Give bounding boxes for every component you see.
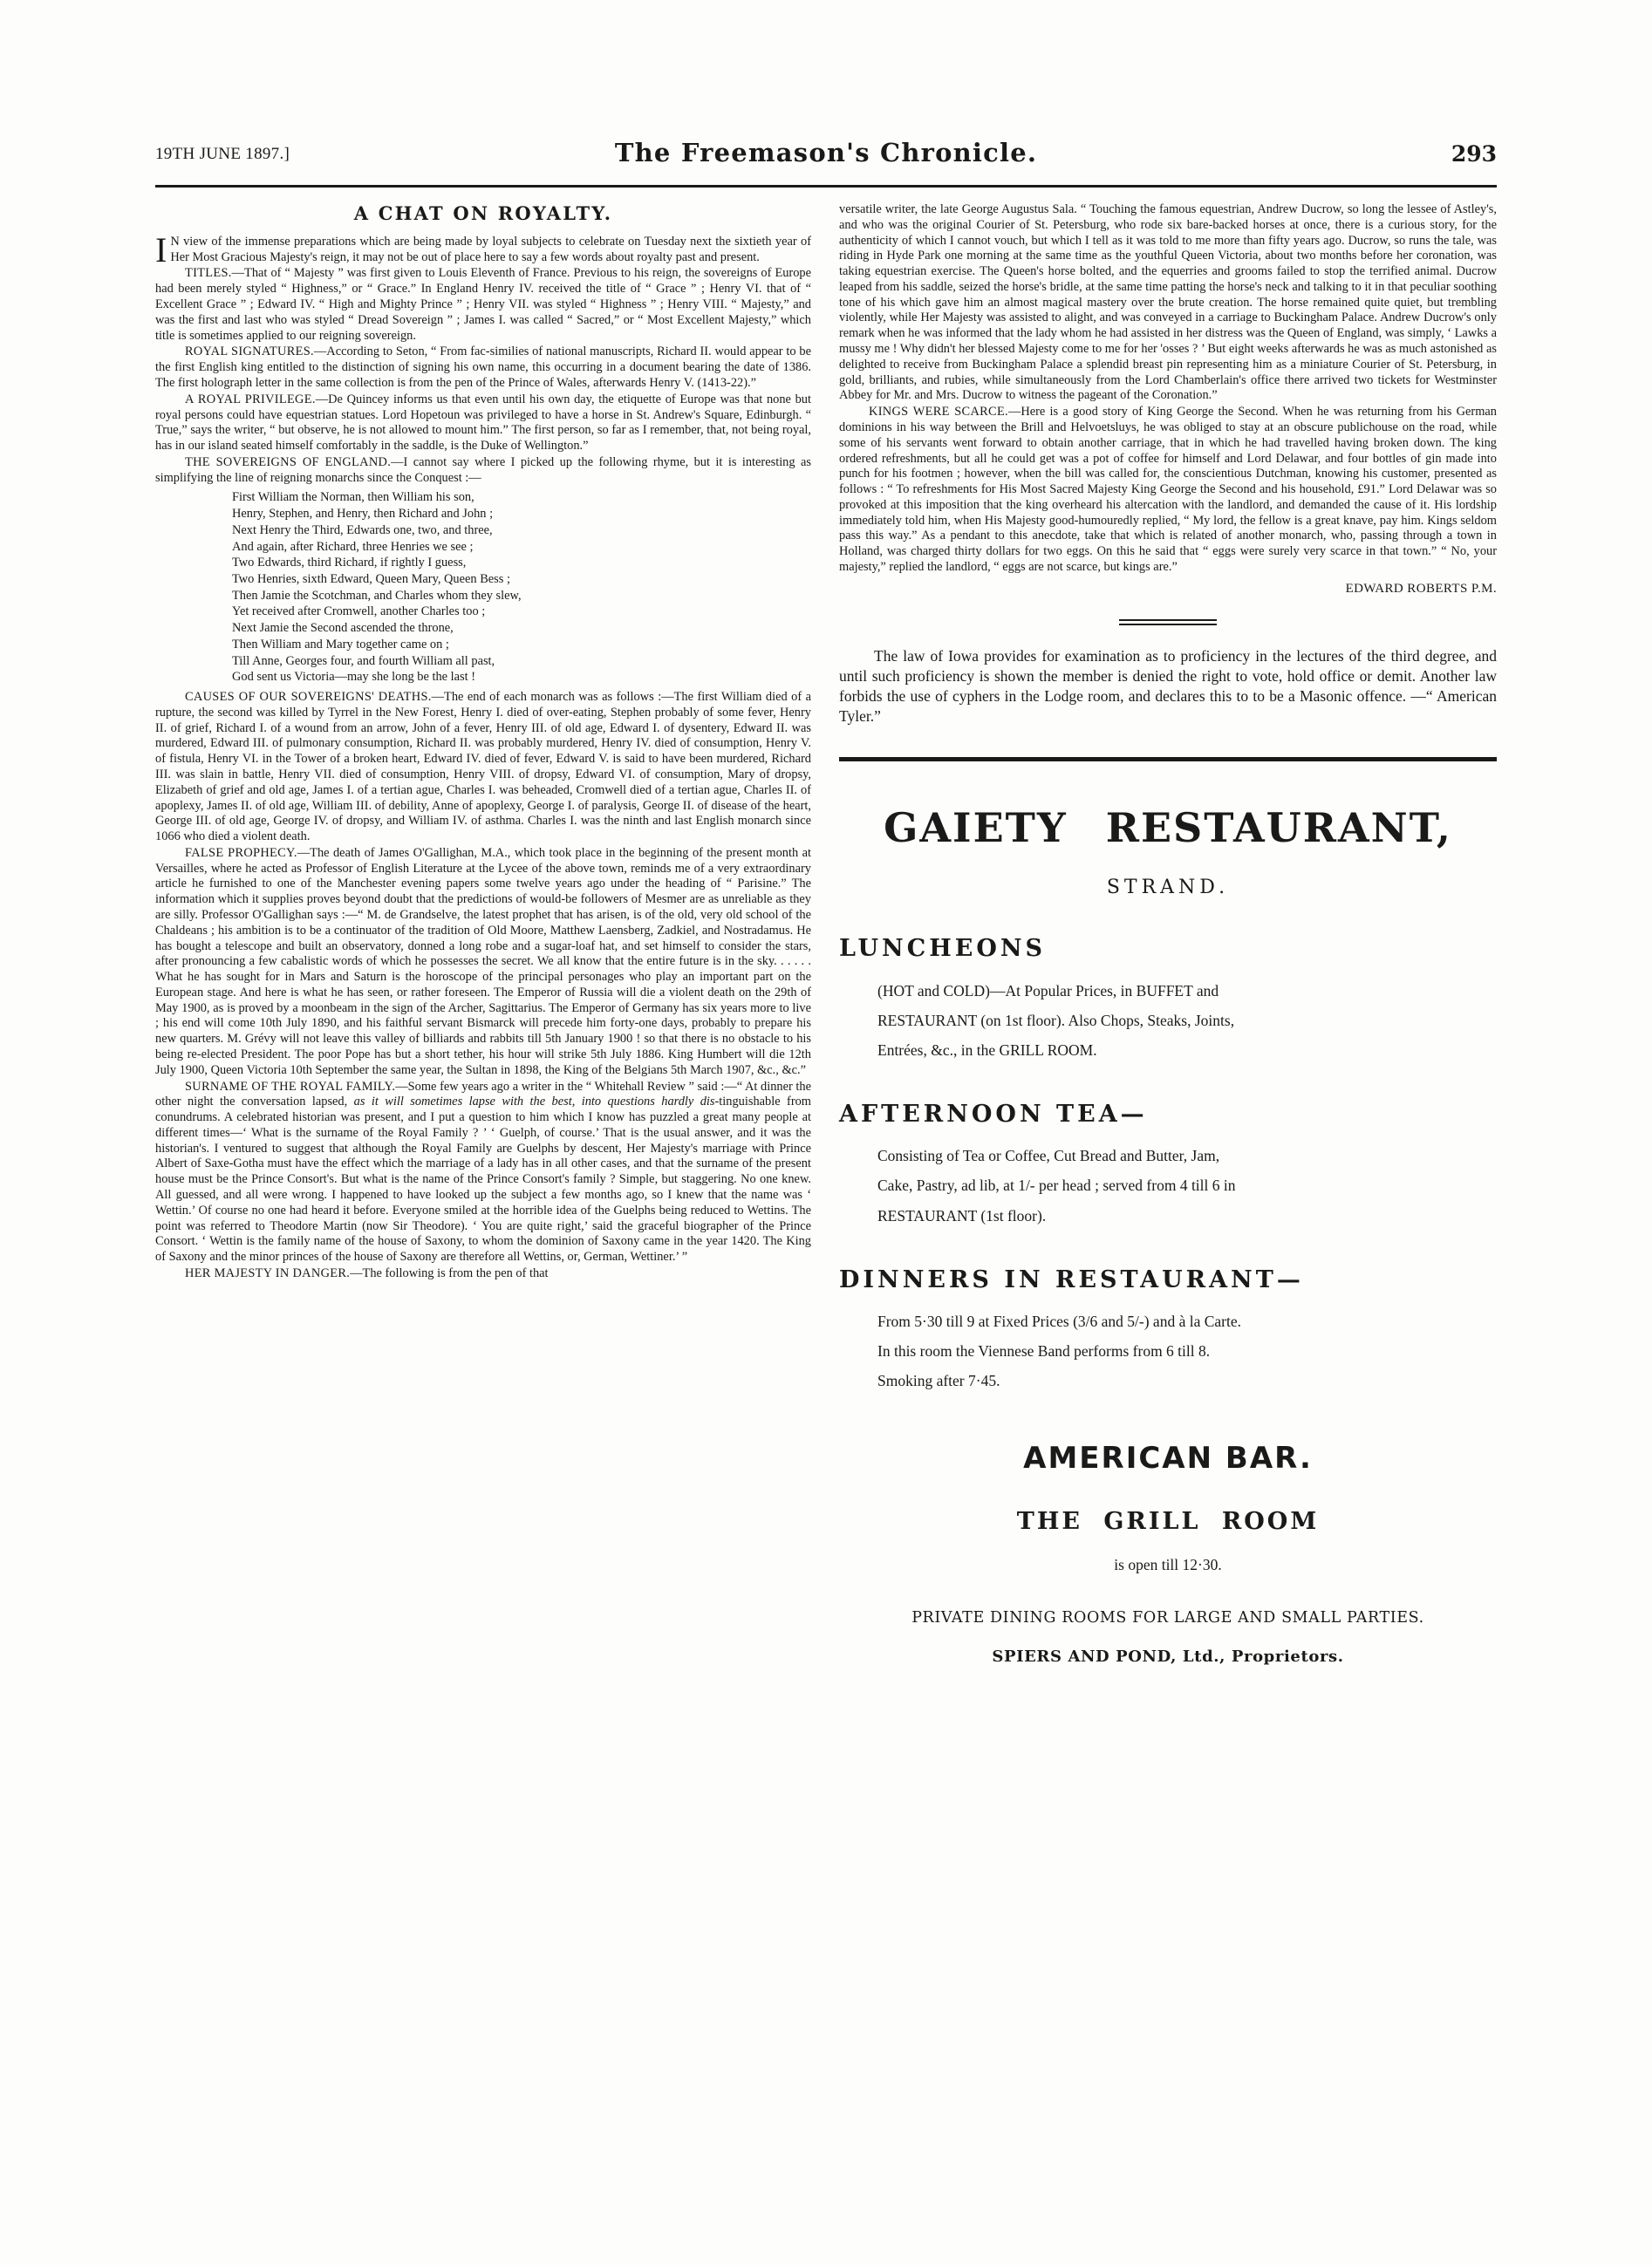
advert-luncheons-details [877, 976, 1497, 1065]
section-body-sovereigns-of-england: —I cannot say where I picked up the following rhyme, but it is interesting as simplifying the line of reigning monarchs since the Conquest :— [155, 454, 811, 485]
masthead-divider [155, 185, 1497, 188]
article-signature: EDWARD ROBERTS P.M. [1345, 581, 1497, 596]
surname-text-part2: tinguishable from conundrums. A celebrated historian was present, and I put a question to him which I know has puzzled a great many people at different times—‘ What is the surname of the Royal Family ? ’ ‘ Guelph, of course.’ That is the usual answer, and it was the historian's. I ventured to suggest that although the Royal Family are Guelphs by descent, Her Majesty's marriage with Prince Albert of Saxe-Gotha must have the effect which the marriage of a lady has in all other cases, and that the surname of the present house must be the Prince Consort's. But what is the name of the Prince Consort's family ? Simple, but staggering. No one knew. All guessed, and all were wrong. I happened to have looked up the subject a few months ago, so I knew that the name was ‘ Wettin.’ Of course no one had heard it before. Everyone smiled at the horrible idea of the Guelphs being reduced to Wettins. The point was referred to Theodore Martin (now Sir Theodore). ‘ You are quite right,’ said the graceful biographer of the Prince Consort. ‘ Wettin is the family name of the house of Saxony, to whom the dominion of Saxony came in the year 1420. The King of Saxony and the minor princes of the house of Saxony are therefore all Wettins, or, German, Wettiner.’ ” [155, 1095, 811, 1265]
lead-text: N view of the immense preparations which are being made by loyal subjects to celebrate on Tuesday next the sixtieth year of Her Most Gracious Majesty's reign, it may not be out of place here to say a few words about royalty past and present. [170, 234, 811, 264]
section-heading-her-majesty-in-danger: HER MAJESTY IN DANGER. [185, 1266, 351, 1280]
page-number: 293 [1451, 141, 1497, 167]
section-body-royal-privilege: —De Quincey informs us that even until his own day, the etiquette of Europe was that none but royal persons could have equestrian statues. Lord Hopetoun was privileged to have a horse in St. Andrew's Square, Edinburgh. “ True,” says the writer, “ but observe, he is not allowed to mount him.” The first person, so far as I remember, that, not being royal, has in our island seated himself comfortably in the saddle, is the Duke of Wellington.” [155, 392, 811, 454]
section-sovereigns-of-england [155, 455, 811, 487]
section-causes-of-deaths [155, 690, 811, 845]
article-title: A CHAT ON ROYALTY. [353, 202, 613, 224]
section-body-kings-were-scarce: —Here is a good story of King George the Second. When he was returning from his German dominions in his way between the Brill and Helvoetsluys, he was obliged to stay at an obscure publichouse on the road, while some of his servants went forward to obtain another carriage, that in which he had travelled having broken down. The king ordered refreshments, but all he could get was a pot of coffee for himself and Lord Delawar, and four bottles of gin made into punch for his footmen ; however, when the bill was called for, the conscientious Dutchman, knowing his customer, presented as follows : “ To refreshments for His Most Sacred Majesty King George the Second and his household, £91.” Lord Delawar was so provoked at this imposition that the king overheard his altercation with the landlord, and demanded the cause of it. His lordship immediately told him, when His Majesty good-humouredly replied, “ My lord, the fellow is a great knave, pay him. Kings seldom pass this way.” As a pendant to this anecdote, take that which is related of another monarch, who, passing through a town in Holland, was charged thirty dollars for two eggs. On this he said that “ eggs were surely very scarce in that town.” “ No, your majesty,” replied the landlord, “ eggs are not scarce, but kings are.” [839, 405, 1497, 574]
advert-restaurant-name: GAIETY RESTAURANT, [884, 804, 1452, 852]
surname-text-italic: as it will sometimes lapse with the best, into questions hardly dis- [353, 1095, 720, 1109]
advertisement-top-rule [839, 757, 1497, 761]
gaiety-restaurant-advertisement [839, 803, 1497, 1667]
verse-line: Yet received after Cromwell, another Charles too ; [232, 604, 486, 619]
advert-line: (HOT and COLD)—At Popular Prices, in BUFFET and [877, 981, 1219, 999]
advert-line: Smoking after 7·45. [877, 1372, 1000, 1390]
section-heading-titles: TITLES. [185, 266, 232, 281]
left-column [155, 202, 811, 1283]
danger-text-continues: —The following is from the pen of that [350, 1266, 549, 1280]
section-divider-rule [1119, 619, 1217, 625]
masthead [155, 138, 1497, 178]
section-kings-were-scarce [839, 405, 1497, 576]
verse-line: Two Edwards, third Richard, if rightly I guess, [232, 556, 467, 570]
section-heading-surname-royal-family: SURNAME OF THE ROYAL FAMILY. [185, 1079, 396, 1094]
verse-line: Then Jamie the Scotchman, and Charles whom they slew, [232, 588, 522, 603]
section-her-majesty-in-danger [155, 1266, 811, 1282]
advert-line: Cake, Pastry, ad lib, at 1/- per head ; served from 4 till 6 in [877, 1177, 1236, 1195]
verse-line: First William the Norman, then William his son, [232, 490, 474, 505]
advert-line: In this room the Viennese Band performs from 6 till 8. [877, 1342, 1211, 1361]
advert-american-bar: AMERICAN BAR. [1023, 1441, 1313, 1477]
section-royal-signatures [155, 345, 811, 391]
section-body-false-prophecy: —The death of James O'Gallighan, M.A., which took place in the beginning of the present month at Versailles, where he acted as Professor of English Literature at the Lycee of the above town, reminds me of a very extraordinary article he furnished to one of the Manchester evening papers some twelve years ago under the heading of “ Parisine.” The information which it supplies proves beyond doubt that the predictions of would-be followers of Mesmer are as unreliable as they are silly. Professor O'Gallighan says :—“ M. de Grandselve, the latest prophet that has arisen, is of the old, very old school of the Chaldeans ; his ambition is to be a continuator of the tradition of Old Moore, Matthew Laensberg, Zadkiel, and Nostradamus. He has bought a telescope and built an observatory, donned a long robe and a sugar-loaf hat, and set himself to consider the stars, after pronouncing a few cabalistic words of which he possesses the secret. We all know that the entire future is in the sky. . . . . . What he has sought for in Mars and Saturn is the horoscope of the principal personages who play an important part on the European stage. And here is what he has seen, or rather foreseen. The Emperor of Russia will die a violent death on the 29th of May 1900, as is proved by a moonbeam in the sign of the Archer, Sagittarius. The Emperor of Germany has six years more to live ; his end will come 10th July 1890, and his faithful servant Bismarck will precede him forty-one days, probably to prepare his new quarters. M. Grévy will not leave this valley of billiards and rabbits till 5th January 1900 ! so that there is no obstacle to his being re-elected President. The poor Pope has but a short tether, his hour will strike 5th July 1886. King Humbert will die 12th July 1900, Queen Victoria 10th September the same year, the Sultan in 1898, the King of the Belgians 5th March 1907, &c., &c.” [155, 845, 812, 1077]
section-body-titles: —That of “ Majesty ” was first given to Louis Eleventh of France. Previous to his reign, the sovereigns of Europe had been merely styled “ Highness,” or “ Grace.” In England Henry IV. received the title of “ Grace ” ; Henry VI. that of “ Excellent Grace ” ; Edward IV. “ High and Mighty Prince ” ; Henry VII. was styled “ Highness ” ; Henry VIII. “ Majesty,” and was the first and last who was styled “ Dread Sovereign ” ; James I. was called “ Sacred,” or “ Most Excellent Majesty,” which title is sometimes applied to our reigning sovereign. [155, 266, 811, 343]
publication-title: The Freemason's Chronicle. [614, 138, 1038, 167]
verse-line: Then William and Mary together came on ; [232, 637, 449, 652]
article-lead-paragraph [155, 229, 811, 269]
surname-text-part1: —Some few years ago a writer in the “ Whitehall Review ” said :—“ At dinner the other night the conversation lapsed, [155, 1079, 811, 1109]
monarch-rhyme [155, 489, 811, 686]
verse-line: Henry, Stephen, and Henry, then Richard and John ; [232, 507, 494, 522]
advert-heading-afternoon-tea: AFTERNOON TEA— [839, 1100, 1148, 1128]
section-false-prophecy [155, 846, 811, 1079]
section-royal-privilege [155, 392, 811, 454]
section-heading-causes-of-deaths: CAUSES OF OUR SOVEREIGNS' DEATHS. [185, 690, 432, 705]
verse-line: And again, after Richard, three Henries we see ; [232, 539, 474, 554]
verse-line: Two Henries, sixth Edward, Queen Mary, Queen Bess ; [232, 572, 510, 587]
section-body-causes-of-deaths: —The end of each monarch was as follows :—The first William died of a rupture, the second was killed by Tyrrel in the New Forest, Henry I. died of over-eating, Stephen probably of some fever, Henry II. of grief, Richard I. of a wound from an arrow, John of a fever, Henry III. of old age, Edward I. of dysentery, Edward II. was murdered, Edward III. of pulmonary consumption, Richard II. was probably murdered, Henry IV. died of consumption, Henry V. of fistula, Henry VI. in the Tower of a broken heart, Edward IV. died of fever, Edward V. is said to have been murdered, Richard III. was slain in battle, Henry VII. died of consumption, Henry VIII. of dropsy, Edward VI. of consumption, Mary of dropsy, Elizabeth of grief and old age, James I. of a tertian ague, Charles I. was beheaded, Cromwell died of a tertian ague, Charles II. of apoplexy, James II. of old age, William III. of debility, Anne of apoplexy, George I. of paralysis, George II. of disease of the heart, George III. of old age, George IV. of dropsy, and William IV. of asthma. Charles I. was the ninth and last English monarch since 1066 who died a violent death. [155, 690, 811, 844]
section-heading-sovereigns-of-england: THE SOVEREIGNS OF ENGLAND. [185, 454, 392, 469]
section-heading-royal-signatures: ROYAL SIGNATURES. [185, 345, 314, 359]
advert-line: RESTAURANT (on 1st floor). Also Chops, Steaks, Joints, [877, 1011, 1235, 1029]
advert-line: Consisting of Tea or Coffee, Cut Bread and Butter, Jam, [877, 1147, 1220, 1165]
advert-proprietors: SPIERS AND POND, Ltd., Proprietors. [992, 1647, 1344, 1666]
verse-line: God sent us Victoria—may she long be the last ! [232, 670, 476, 685]
verse-line: Next Henry the Third, Edwards one, two, and three, [232, 522, 493, 537]
verse-line: Till Anne, Georges four, and fourth William all past, [232, 653, 495, 668]
advert-grill-room: THE GRILL ROOM [1016, 1508, 1320, 1536]
advert-street-address: STRAND. [1106, 877, 1230, 899]
section-heading-false-prophecy: FALSE PROPHECY. [185, 845, 297, 860]
section-body-royal-signatures: —According to Seton, “ From fac-similies of national manuscripts, Richard II. would appear to be the first English king entitled to the distinction of signing his own name, this occurring in a document bearing the date of 1386. The first holograph letter in the same collection is from the pen of the Prince of Wales, afterwards Henry V. (1413-22).” [155, 345, 811, 390]
section-titles [155, 266, 811, 344]
advert-afternoon-tea-details [877, 1141, 1497, 1230]
danger-continuation-paragraph: versatile writer, the late George Augustus Sala. “ Touching the famous equestrian, Andrew Ducrow, so long the lessee of Astley's, and who was the original Courier of St. Petersburg, who rode six bare-backed horses at once, there is a curious story, for the authenticity of which I cannot vouch, but which I tell as it was told to me more than fifty years ago. Ducrow, so runs the tale, was riding in Hyde Park one morning at the same time as the youthful Queen Victoria, about two months before her coronation, was taking equestrian exercise. The Queen's horse bolted, and the equerries and grooms failed to stop the terrified animal. Ducrow leaped from his saddle, seized the horse's bridle, at the same time patting the horse's neck and talking to it in that peculiar soothing tone of his which gave him an almost magical mastery over the brute creation. The horse remained quite quiet, but trembling violently, while Her Majesty was assisted to alight, and was conveyed in a carriage to Buckingham Palace. Andrew Ducrow's only remark when he was informed that the lady whom he had assisted in her distress was the Queen of England, was simply, ‘ Lawks a mussy me ! Why didn't her blessed Majesty come to me for her 'osses ? ’ But eight weeks afterwards he was as much astonished as delighted to receive from Buckingham Palace a splendid breast pin representing him as a miniature Courier of St. Petersburg, in gold, brilliants, and rubies, while simultaneously from the Lord Chamberlain's office there arrived two tickets for Westminster Abbey for Mr. and Mrs. Ducrow to witness the pageant of the Coronation.” [839, 202, 1497, 403]
filler-paragraph-iowa-law: The law of Iowa provides for examination as to proficiency in the lectures of the third degree, and until such proficiency is shown the member is denied the right to vote, hold office or demit. Another law forbids the use of cyphers in the Lodge room, and declares this to to be a Masonic offence. —“ American Tyler.” [839, 647, 1497, 725]
drop-cap: I [155, 229, 167, 269]
section-heading-royal-privilege: A ROYAL PRIVILEGE. [185, 392, 316, 406]
advert-grill-room-hours: is open till 12·30. [1114, 1555, 1222, 1573]
verse-line: Next Jamie the Second ascended the throne, [232, 621, 454, 636]
advert-heading-dinners: DINNERS IN RESTAURANT— [839, 1266, 1304, 1293]
advert-line: From 5·30 till 9 at Fixed Prices (3/6 and 5/-) and à la Carte. [877, 1313, 1241, 1330]
advert-line: RESTAURANT (1st floor). [877, 1206, 1047, 1225]
advert-private-dining-rooms: PRIVATE DINING ROOMS FOR LARGE AND SMALL PARTIES. [911, 1609, 1424, 1627]
advert-dinners-details [877, 1306, 1497, 1395]
section-surname-royal-family [155, 1080, 811, 1266]
right-column [839, 202, 1497, 1667]
advert-heading-luncheons: LUNCHEONS [839, 935, 1047, 963]
section-heading-kings-were-scarce: KINGS WERE SCARCE. [869, 405, 1008, 420]
issue-date: 19TH JUNE 1897.] [155, 145, 290, 163]
advert-line: Entrées, &c., in the GRILL ROOM. [877, 1040, 1097, 1059]
